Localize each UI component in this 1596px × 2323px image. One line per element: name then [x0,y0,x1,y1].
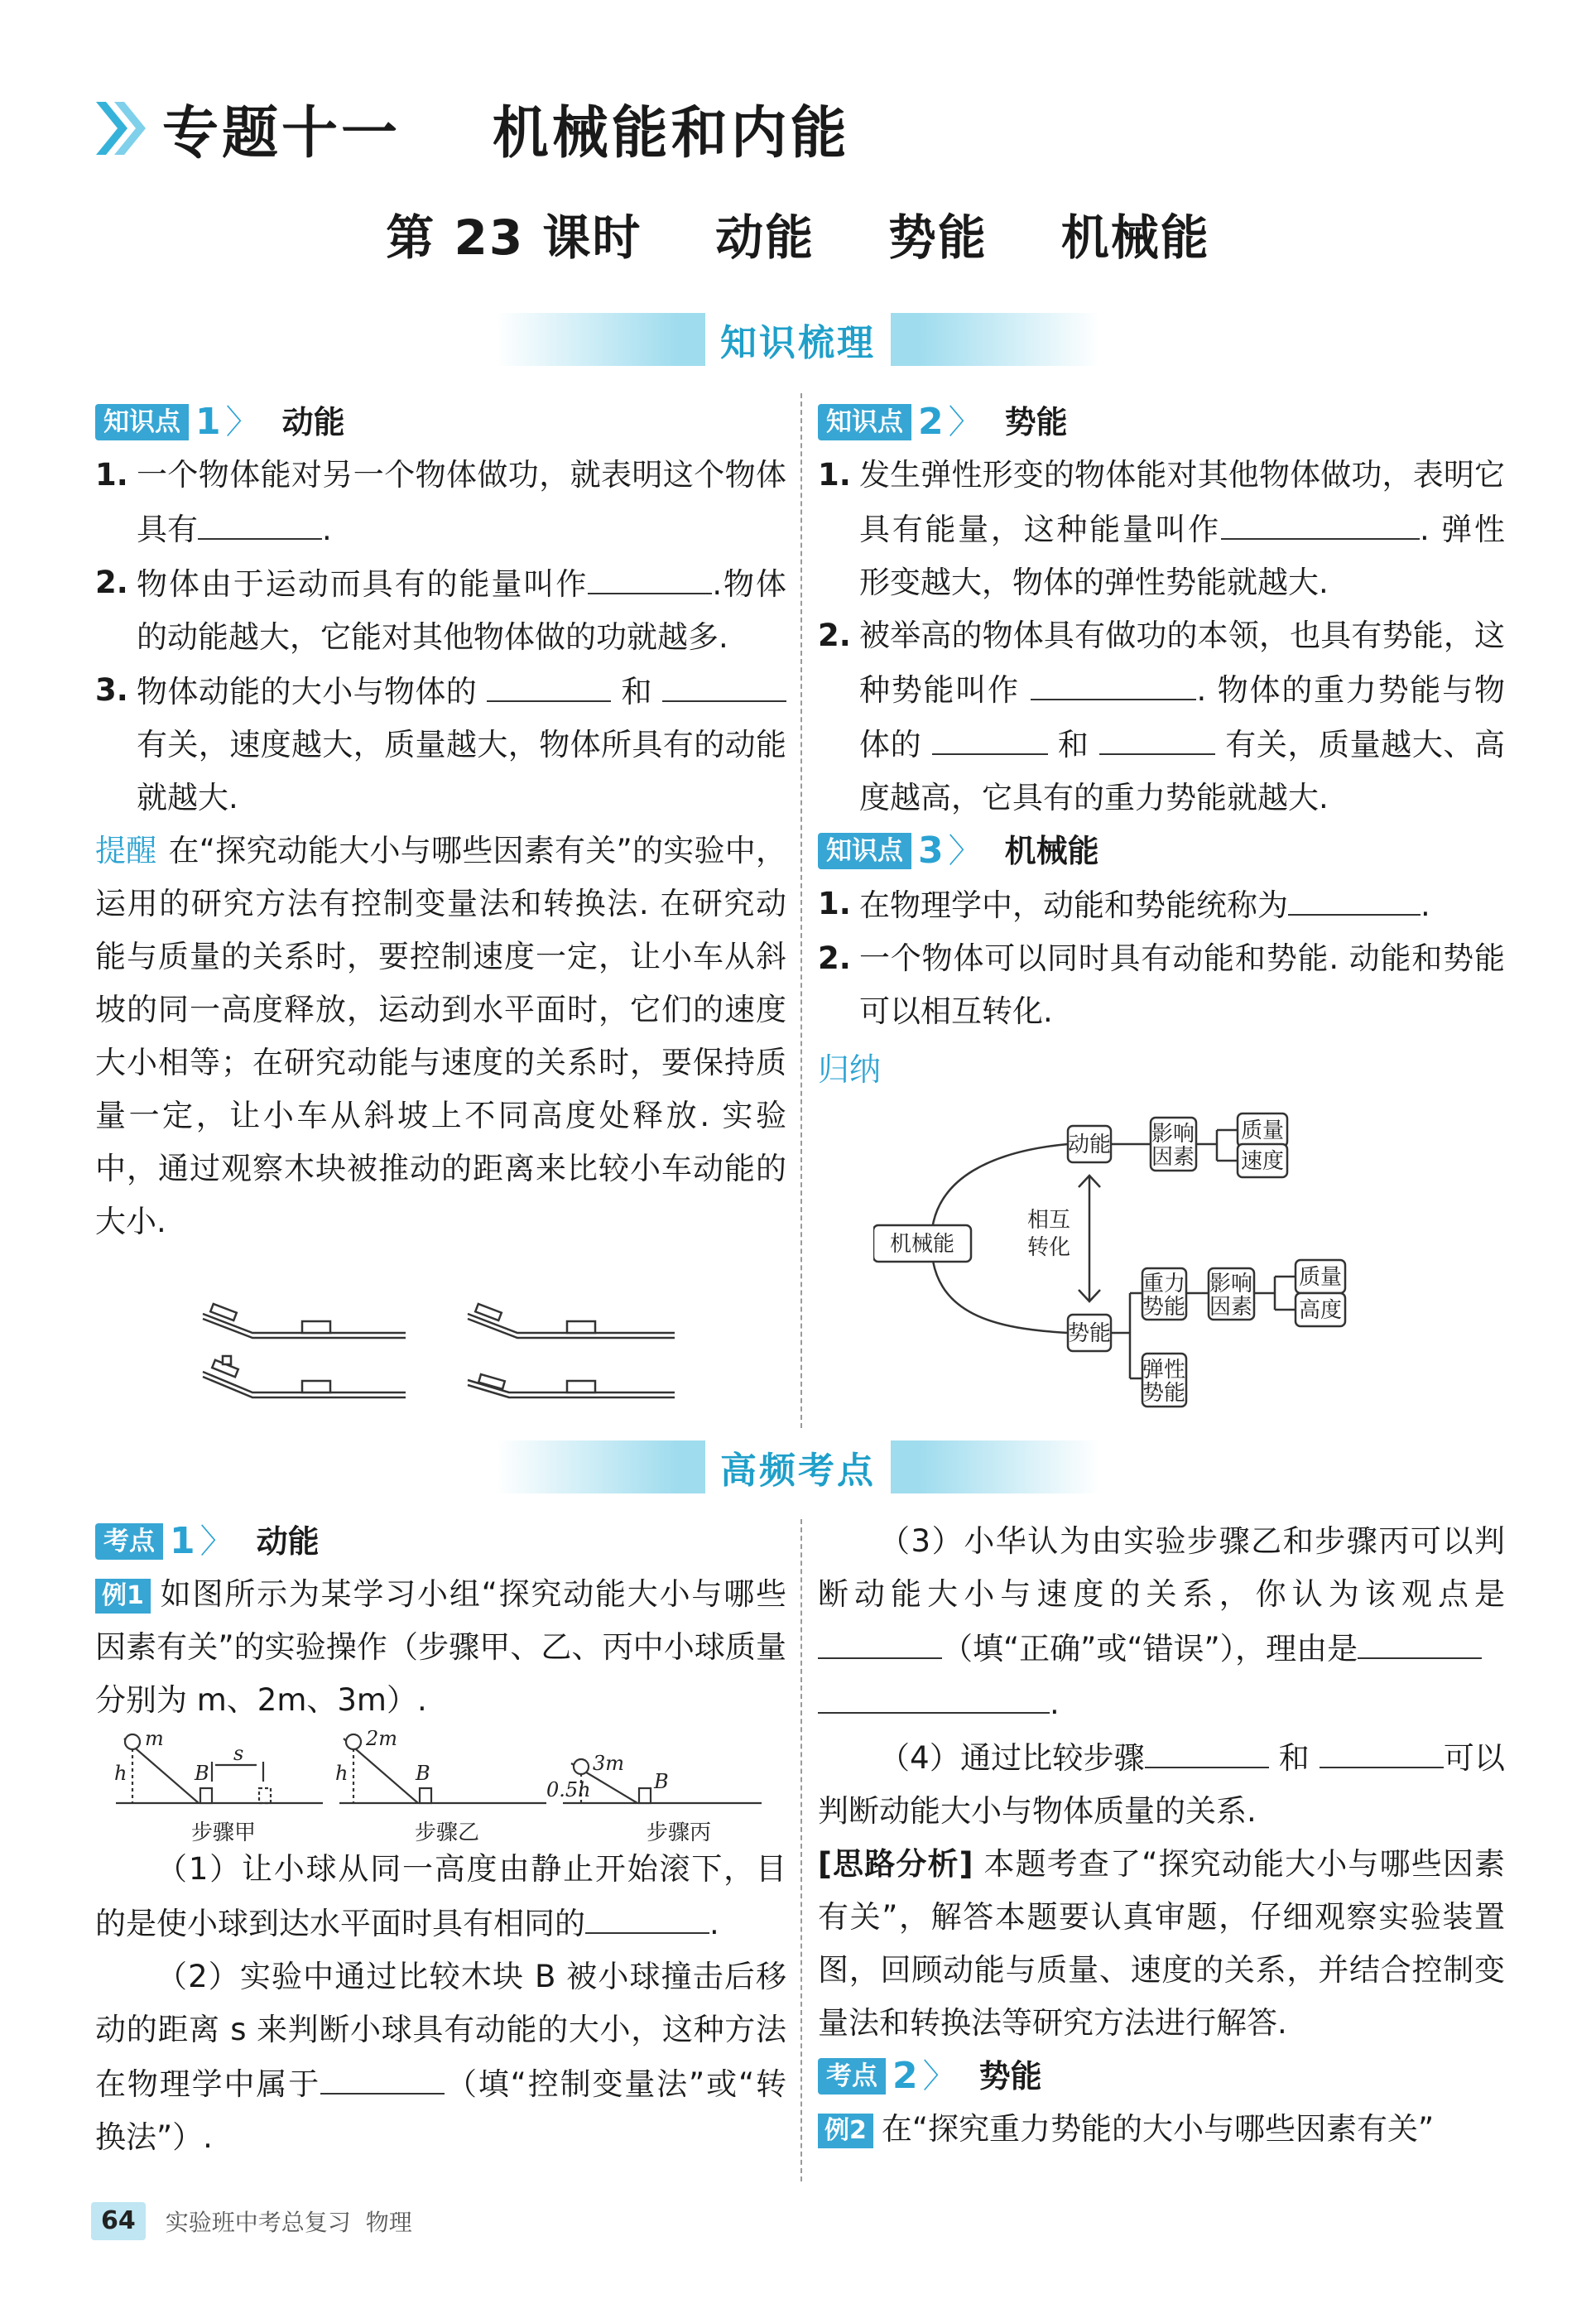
exam-point-2-header [818,2050,1505,2103]
analysis-paragraph [818,1838,1505,2050]
left-column-knowledge [95,396,786,1248]
node-mechanical-energy: 机械能 [889,1232,955,1257]
knowledge-point-3-header [818,825,1505,878]
chapter-title: 专题十一 机械能和内能 [162,100,850,166]
node-elastic-potential: 势能 [1142,1381,1186,1406]
analysis-label: [思路分析] [818,1846,973,1882]
tip-text: 在“探究动能大小与哪些因素有关”的实验中，运用的研究方法有控制变量法和转换法. 在研究动能与质量的关系时，要控制速度一定，让小车从斜坡的同一高度释放，运动到水平面时，它们的速度大小相等；在研究动能与速度的关系时，要保持质量一定，让小车从斜坡上不同高度处释放. 实验中，通过观察木块被推动的距离来比较小车动能的大小. [95,833,786,1239]
example-2 [818,2103,1505,2156]
chevron-right-icon: 〉 [948,403,982,441]
list-item [818,609,1505,825]
kp-number: 2 [918,401,944,443]
answer-blank[interactable] [1145,1730,1269,1768]
height-label: 0.5h [546,1778,591,1801]
node-height: 高度 [1298,1298,1343,1323]
node-kinetic-energy: 动能 [1067,1133,1112,1157]
block-label: B [195,1762,209,1785]
concept-map [873,1085,1494,1428]
double-chevron-icon [93,95,151,161]
mass-label: m [145,1730,164,1750]
step-label: 步骤乙 [414,1820,480,1845]
kaodian-tag: 考点 [95,1523,163,1560]
item-number: 2. [95,565,128,600]
kp-number: 2 [892,2055,918,2097]
kp-name: 动能 [256,1523,320,1560]
item-text: 在物理学中，动能和势能统称为 [859,887,1288,923]
question-text: （4）通过比较步骤 [879,1740,1145,1776]
answer-blank[interactable] [588,556,712,594]
kp-tag: 知识点 [818,404,911,440]
kp-name: 动能 [281,404,345,440]
answer-blank[interactable] [585,1896,709,1934]
item-text: 和 [621,674,652,709]
item-number: 1. [818,457,851,493]
tip-label: 提醒 [95,833,157,868]
list-item [818,449,1505,609]
question-text: （填“控制变量法”或“转换法”）. [95,2066,786,2155]
knowledge-point-2-header [818,396,1505,449]
answer-blank[interactable] [198,502,322,540]
node-speed: 速度 [1240,1149,1285,1174]
answer-blank[interactable] [818,1676,1050,1714]
chevron-right-icon: 〉 [225,403,259,441]
example-tag: 例1 [95,1579,151,1614]
block-label: B [654,1770,669,1793]
item-text: 物体动能的大小与物体的 [137,674,478,709]
section-banner-knowledge [497,313,1099,366]
height-label: h [335,1762,349,1785]
kaodian-tag: 考点 [818,2058,886,2095]
list-item [95,664,786,825]
step-label: 步骤甲 [190,1820,257,1845]
kp-number: 1 [170,1520,195,1562]
step-label: 步骤丙 [646,1820,712,1845]
node-factors-label: 影响 [1151,1122,1195,1147]
height-label: h [114,1762,127,1785]
tip-paragraph [95,825,786,1248]
item-number: 2. [818,940,851,976]
item-text: 物体由于运动而具有的能量叫作 [137,566,589,602]
item-text: 和 [1057,727,1089,762]
analysis-text: 本题考查了“探究动能大小与哪些因素有关”，解答本题要认真审题，仔细观察实验装置图，回顾动能与质量、速度的关系，并结合控制变量法和转换法等研究方法进行解答. [818,1846,1506,2041]
question-2 [95,1950,786,2164]
item-text: . [322,512,332,547]
question-text: . [709,1906,719,1941]
mass-label: 2m [366,1730,398,1750]
right-column-knowledge [818,396,1505,1096]
knowledge-point-1-header [95,396,786,449]
question-text: （1）让小球从同一高度由静止开始滚下，目的是使小球到达水平面时具有相同的 [95,1851,786,1941]
item-text: 一个物体可以同时具有动能和势能. 动能和势能可以相互转化. [859,940,1505,1029]
answer-blank[interactable] [1031,662,1196,700]
node-potential-energy: 势能 [1067,1321,1112,1346]
cart-incline-illustration [195,1301,691,1413]
item-number: 1. [818,886,851,921]
page-number: 64 [91,2202,146,2240]
list-item [95,449,786,556]
kp-name: 势能 [978,2058,1042,2095]
item-number: 3. [95,672,128,708]
page-footer [91,2202,412,2240]
item-text: 被举高的物体具有做功的本领，也具有势能，这种势能叫作 [859,618,1505,708]
item-text: 发生弹性形变的物体能对其他物体做功，表明它具有能量，这种能量叫作 [859,457,1505,547]
node-mass: 质量 [1298,1265,1343,1290]
question-1 [95,1843,786,1950]
book-title: 实验班中考总复习 [165,2209,351,2236]
list-item [818,878,1505,932]
answer-blank[interactable] [1320,1730,1444,1768]
node-elastic-potential: 弹性 [1142,1358,1186,1383]
answer-blank[interactable] [818,1621,942,1659]
question-4 [818,1730,1505,1838]
node-mutual-label: 转化 [1026,1235,1071,1260]
kp-number: 3 [918,830,944,872]
distance-label: s [233,1742,244,1765]
question-text: （2）实验中通过比较木块 B 被小球撞击后移动的距离 s 来判断小球具有动能的大小，这种方法在物理学中属于 [95,1959,786,2102]
item-text: 有关，速度越大，质量越大，物体所具有的动能就越大. [137,727,786,815]
question-text: . [1050,1686,1060,1721]
question-text: 和 [1278,1740,1310,1776]
item-text: . 弹性形变越大，物体的弹性势能就越大. [859,512,1505,600]
experiment-figure [108,1730,770,1854]
answer-blank[interactable] [487,664,611,702]
answer-blank[interactable] [320,2056,445,2095]
node-gravity-potential: 重力 [1142,1272,1186,1296]
list-item [818,932,1505,1038]
exam-point-1-header [95,1515,786,1568]
example-1 [95,1568,786,1727]
column-divider [800,393,802,1428]
chevron-right-icon: 〉 [922,2057,956,2095]
item-number: 1. [95,457,128,493]
kp-tag: 知识点 [95,404,189,440]
column-divider [800,1519,802,2181]
item-text: . [1421,887,1430,923]
item-text: 有关，质量越大、高度越高，它具有的重力势能就越大. [859,727,1506,815]
kp-tag: 知识点 [818,833,911,869]
item-number: 2. [818,618,851,653]
question-3 [818,1515,1505,1730]
example-text: 如图所示为某学习小组“探究动能大小与哪些因素有关”的实验操作（步骤甲、乙、丙中小球质量分别为 m、2m、3m）. [95,1576,786,1718]
item-text: 一个物体能对另一个物体做功，就表明这个物体具有 [137,457,786,547]
chevron-right-icon: 〉 [200,1522,233,1561]
chevron-right-icon: 〉 [948,832,982,870]
list-item [95,556,786,664]
mass-label: 3m [593,1752,625,1775]
question-text: （填“正确”或“错误”），理由是 [942,1631,1358,1666]
node-mutual-label: 相互 [1026,1208,1071,1233]
summary-label: 归纳 [818,1051,882,1088]
answer-blank[interactable] [1358,1621,1482,1659]
section-banner-highfreq [497,1440,1099,1493]
section-title: 高频考点 [705,1440,891,1493]
node-factors-label: 因素 [1151,1145,1195,1170]
chapter-header [93,83,850,174]
node-factors-label: 因素 [1209,1295,1253,1320]
section-title: 知识梳理 [705,313,891,366]
item-text: .物体的动能越大，它能对其他物体做的功就越多. [137,566,787,655]
answer-blank[interactable] [932,717,1048,755]
example-tag: 例2 [818,2114,873,2148]
kp-number: 1 [195,401,221,443]
item-text: . 物体的重力势能与物体的 [859,672,1505,762]
right-column-exam [818,1515,1505,2156]
answer-blank[interactable] [1288,878,1421,916]
block-label: B [416,1762,430,1785]
answer-blank[interactable] [1099,717,1215,755]
node-factors-label: 影响 [1209,1272,1253,1296]
kp-name: 势能 [1004,404,1068,440]
lesson-title: 第 23 课时 动能 势能 机械能 [386,209,1210,266]
node-mass: 质量 [1240,1118,1285,1143]
question-text: 可以判断动能大小与物体质量的关系. [818,1740,1506,1829]
answer-blank[interactable] [662,664,786,702]
node-gravity-potential: 势能 [1142,1295,1186,1320]
answer-blank[interactable] [1221,502,1420,540]
question-text: （3）小华认为由实验步骤乙和步骤丙可以判断动能大小与速度的关系，你认为该观点是 [818,1523,1505,1612]
kp-name: 机械能 [1004,833,1099,869]
example-text: 在“探究重力势能的大小与哪些因素有关” [881,2111,1435,2147]
subject-label: 物理 [365,2209,412,2236]
